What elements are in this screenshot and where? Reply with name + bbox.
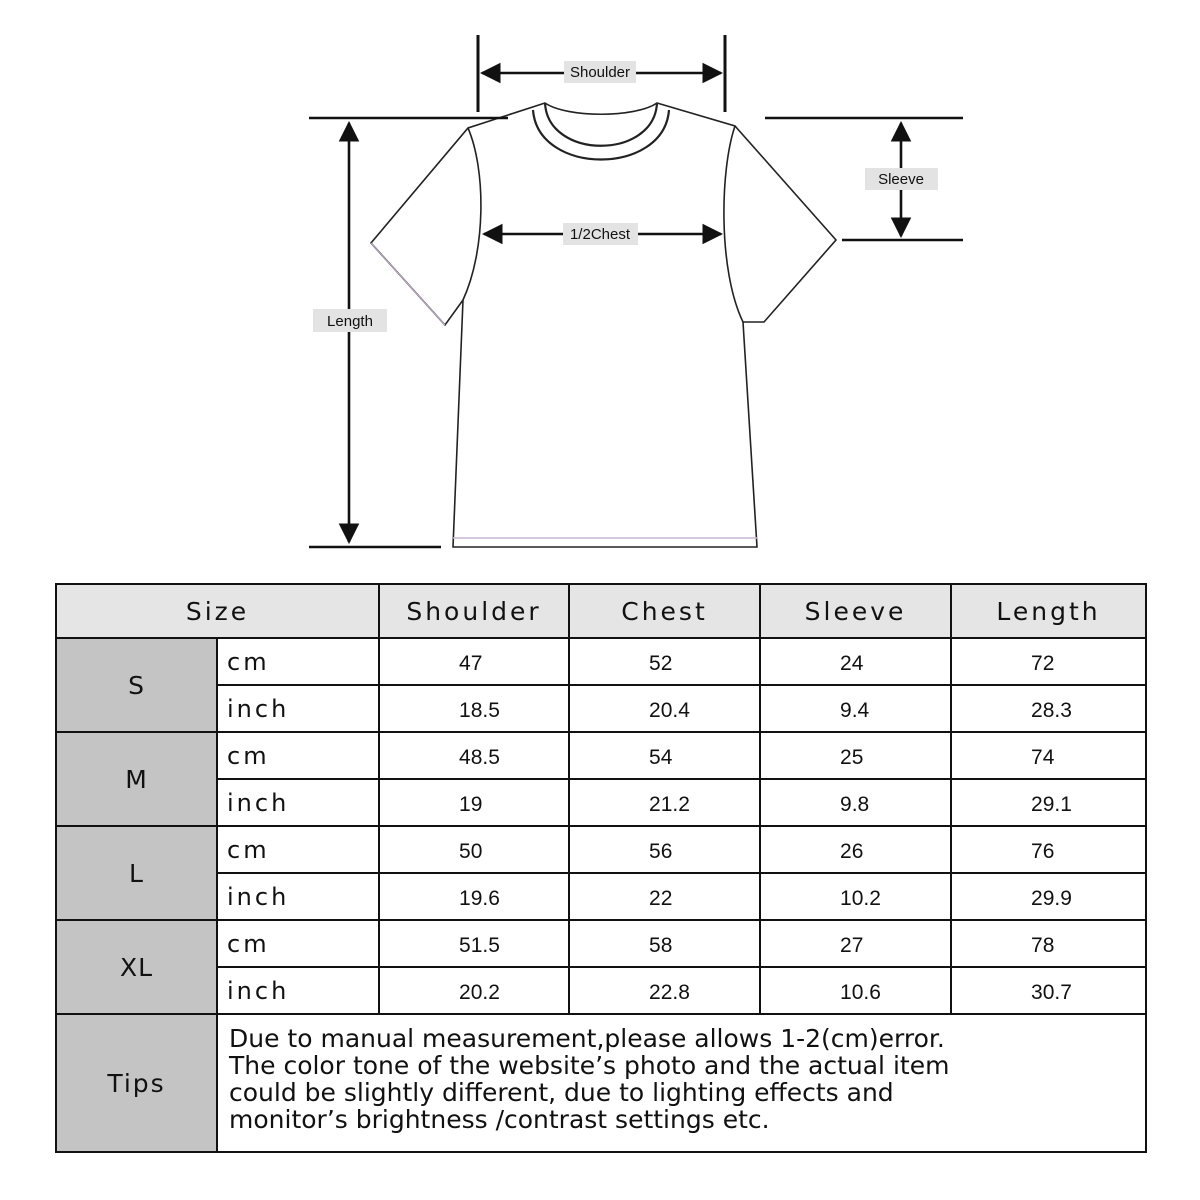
value-cell: 9.4 — [760, 685, 951, 732]
value-cell: 24 — [760, 638, 951, 685]
value-cell: 29.9 — [951, 873, 1146, 920]
unit-label-cm: cm — [217, 826, 379, 873]
unit-label-inch: inch — [217, 779, 379, 826]
value-cell: 58 — [569, 920, 760, 967]
table-row — [56, 685, 1146, 732]
value-cell: 26 — [760, 826, 951, 873]
tips-line: could be slightly different, due to lighting effects and — [229, 1078, 894, 1107]
value-cell: 10.6 — [760, 967, 951, 1014]
value-cell: 27 — [760, 920, 951, 967]
tips-text — [217, 1014, 1146, 1152]
table-row — [56, 779, 1146, 826]
value-cell: 29.1 — [951, 779, 1146, 826]
size-label: M — [56, 732, 217, 826]
tips-line: monitor’s brightness /contrast settings etc. — [229, 1105, 770, 1134]
chest-dim-label: 1/2Chest — [569, 226, 631, 243]
unit-label-cm: cm — [217, 638, 379, 685]
value-cell: 74 — [951, 732, 1146, 779]
size-label: L — [56, 826, 217, 920]
value-cell: 19.6 — [379, 873, 569, 920]
length-dim-label: Length — [327, 313, 373, 330]
value-cell: 19 — [379, 779, 569, 826]
size-label: XL — [56, 920, 217, 1014]
value-cell: 51.5 — [379, 920, 569, 967]
value-cell: 21.2 — [569, 779, 760, 826]
value-cell: 30.7 — [951, 967, 1146, 1014]
table-row — [56, 732, 1146, 779]
value-cell: 54 — [569, 732, 760, 779]
value-cell: 47 — [379, 638, 569, 685]
value-cell: 20.4 — [569, 685, 760, 732]
table-row — [56, 638, 1146, 685]
header-length: Length — [951, 584, 1146, 638]
tips-label: Tips — [56, 1014, 217, 1152]
value-cell: 25 — [760, 732, 951, 779]
shoulder-dim-label: Shoulder — [569, 64, 631, 81]
sleeve-dim-label: Sleeve — [878, 171, 924, 188]
value-cell: 20.2 — [379, 967, 569, 1014]
value-cell: 48.5 — [379, 732, 569, 779]
unit-label-cm: cm — [217, 732, 379, 779]
value-cell: 18.5 — [379, 685, 569, 732]
unit-label-inch: inch — [217, 967, 379, 1014]
table-row — [56, 826, 1146, 873]
value-cell: 52 — [569, 638, 760, 685]
header-shoulder: Shoulder — [379, 584, 569, 638]
header-size: Size — [56, 584, 379, 638]
header-chest: Chest — [569, 584, 760, 638]
unit-label-cm: cm — [217, 920, 379, 967]
value-cell: 10.2 — [760, 873, 951, 920]
size-label: S — [56, 638, 217, 732]
value-cell: 76 — [951, 826, 1146, 873]
value-cell: 50 — [379, 826, 569, 873]
value-cell: 22.8 — [569, 967, 760, 1014]
unit-label-inch: inch — [217, 685, 379, 732]
value-cell: 22 — [569, 873, 760, 920]
table-row — [56, 967, 1146, 1014]
table-row — [56, 920, 1146, 967]
value-cell: 9.8 — [760, 779, 951, 826]
shoulder-measurement — [478, 35, 725, 112]
value-cell: 28.3 — [951, 685, 1146, 732]
unit-label-inch: inch — [217, 873, 379, 920]
value-cell: 78 — [951, 920, 1146, 967]
value-cell: 56 — [569, 826, 760, 873]
tips-line: The color tone of the website’s photo and the actual item — [229, 1051, 950, 1080]
header-sleeve: Sleeve — [760, 584, 951, 638]
tips-line: Due to manual measurement,please allows 1-2(cm)error. — [229, 1024, 945, 1053]
value-cell: 72 — [951, 638, 1146, 685]
size-chart-header-row — [56, 584, 1146, 638]
tshirt-measurement-diagram — [0, 0, 1200, 570]
tshirt-outline — [371, 103, 836, 547]
tips-row — [56, 1014, 1146, 1152]
table-row — [56, 873, 1146, 920]
size-chart-table — [55, 583, 1147, 1153]
